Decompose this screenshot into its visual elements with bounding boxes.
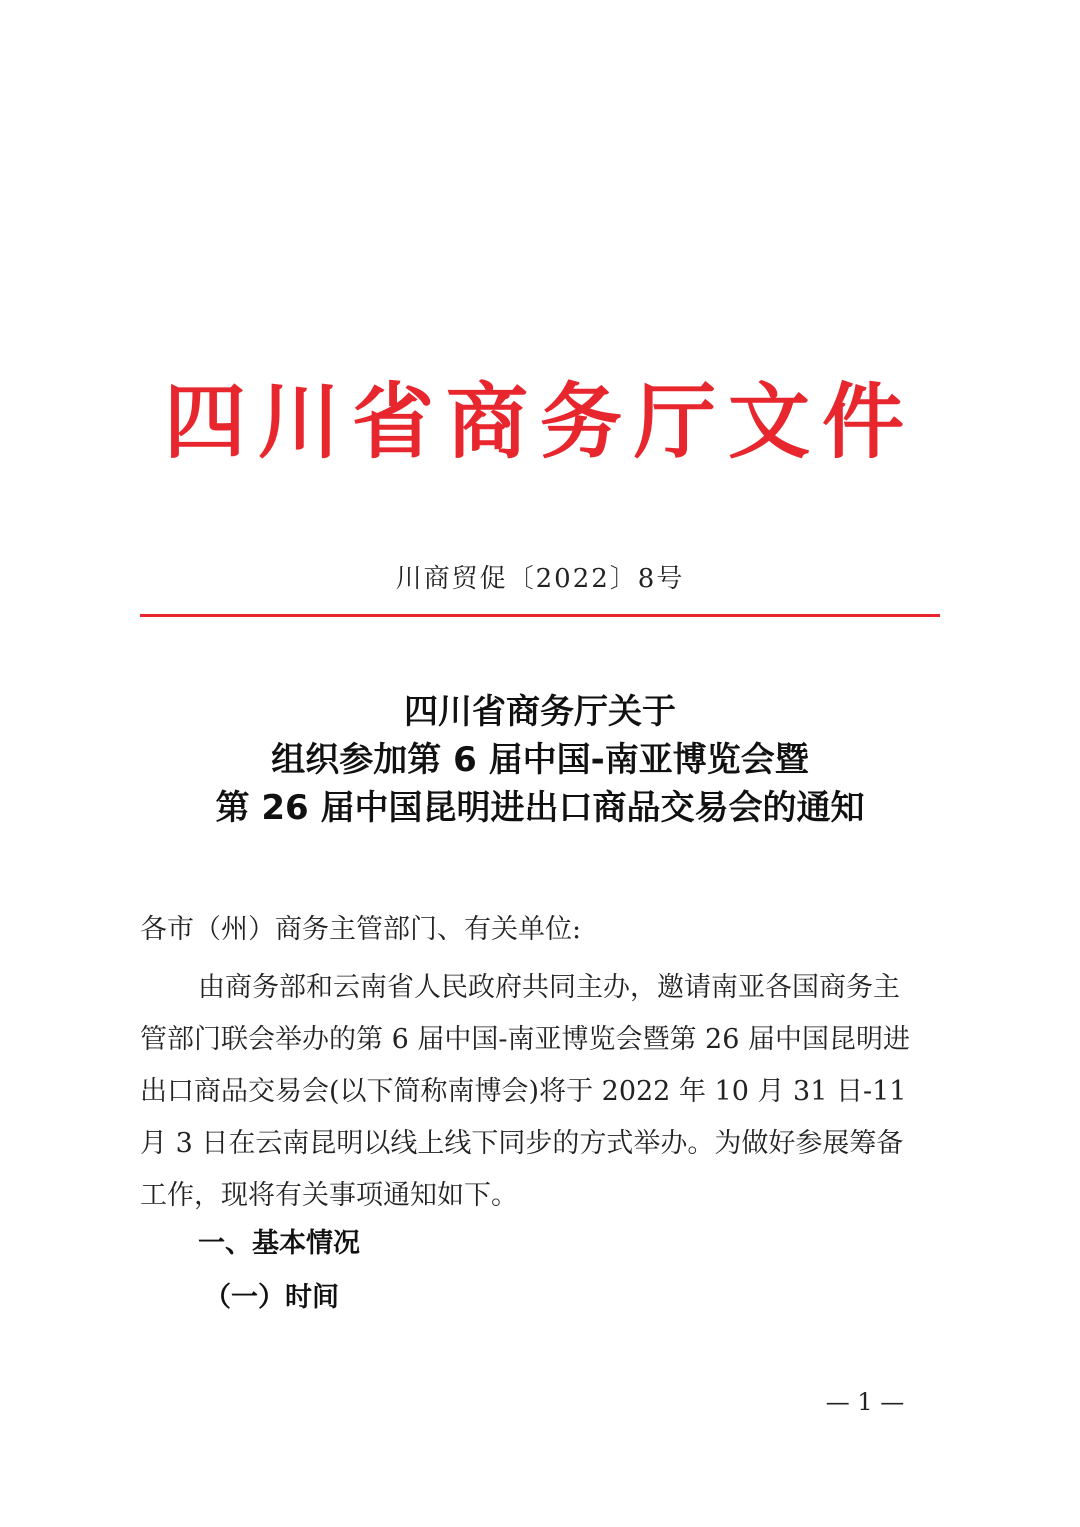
body-line: 由商务部和云南省人民政府共同主办，邀请南亚各国商务主 (198, 972, 900, 1003)
body-line: 出口商品交易会(以下简称南博会)将于 2022 年 10 月 31 日-11 (140, 1076, 907, 1107)
notice-title-line-1: 四川省商务厅关于 (404, 692, 676, 732)
section-heading-basic-info: 一、基本情况 (198, 1228, 360, 1259)
red-divider-line (140, 614, 940, 617)
document-number: 川商贸促〔2022〕8号 (395, 564, 685, 594)
notice-title (100, 688, 980, 832)
document-header-title: 四川省商务厅文件 (163, 375, 916, 470)
body-line: 月 3 日在云南昆明以线上线下同步的方式举办。为做好参展筹备 (140, 1128, 904, 1159)
page-number: — 1 — (825, 1388, 905, 1416)
subsection-heading-time: （一）时间 (204, 1282, 339, 1313)
notice-title-line-2: 组织参加第 6 届中国-南亚博览会暨 (271, 740, 809, 780)
notice-title-line-3: 第 26 届中国昆明进出口商品交易会的通知 (215, 788, 865, 828)
body-paragraph (140, 962, 946, 1222)
body-line: 管部门联会举办的第 6 届中国-南亚博览会暨第 26 届中国昆明进 (140, 1024, 910, 1055)
salutation: 各市（州）商务主管部门、有关单位: (140, 914, 582, 945)
body-line: 工作，现将有关事项通知如下。 (140, 1180, 518, 1211)
